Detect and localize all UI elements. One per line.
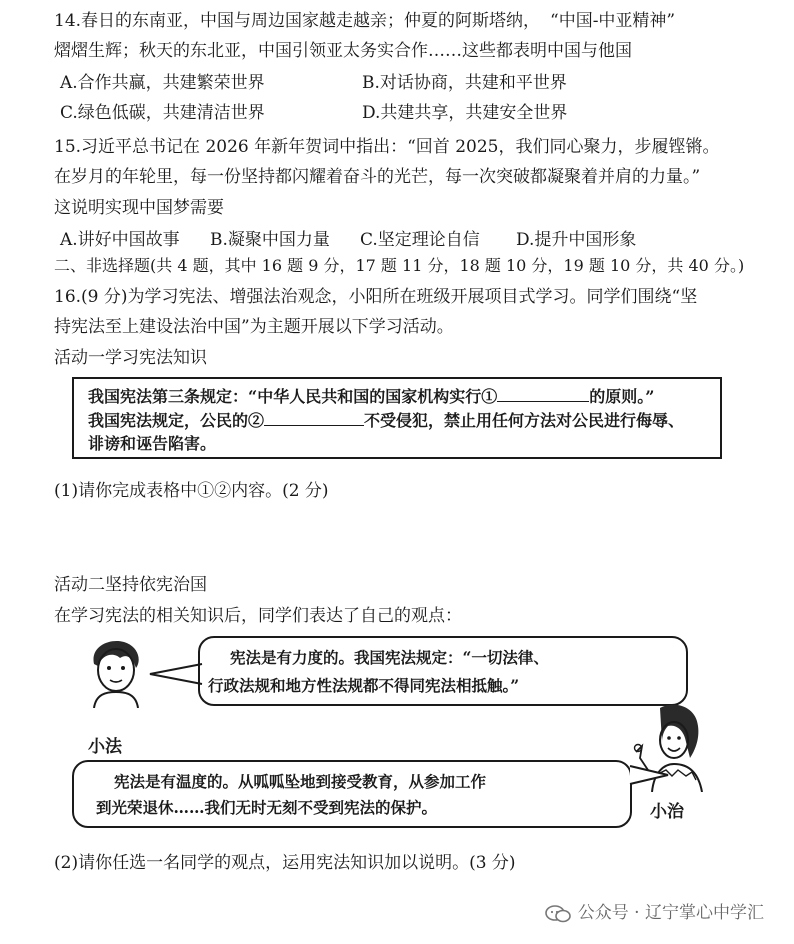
q14-option-b: B.对话协商，共建和平世界 — [362, 73, 567, 93]
q16-stem-line2: 持宪法至上建设法治中国”为主题开展以下学习活动。 — [54, 317, 454, 337]
constitution-knowledge-box — [72, 377, 722, 459]
q15-stem-line2: 在岁月的年轮里，每一份坚持都闪耀着奋斗的光芒，每一次突破都凝聚着并肩的力量。” — [54, 167, 701, 187]
q14-option-a: A.合作共赢，共建繁荣世界 — [60, 73, 265, 93]
q16-sub2: (2)请你任选一名同学的观点，运用宪法知识加以说明。(3 分) — [54, 853, 516, 873]
bubble1-line2: 行政法规和地方性法规都不得同宪法相抵触。” — [208, 676, 520, 695]
box-row2-text-b: 不受侵犯，禁止用任何方法对公民进行侮辱、 — [364, 411, 685, 430]
q16-sub1: (1)请你完成表格中①②内容。(2 分) — [54, 481, 329, 501]
wechat-icon — [544, 904, 572, 924]
q14-stem-line1: 14.春日的东南亚，中国与周边国家越走越亲；仲夏的阿斯塔纳， — [54, 11, 541, 31]
watermark-text: 公众号 · 辽宁掌心中学汇 — [577, 903, 764, 923]
q14-stem-line2: 熠熠生辉；秋天的东北亚，中国引领亚太务实合作……这些都表明中国与他国 — [54, 41, 632, 61]
blank-1[interactable] — [497, 385, 589, 402]
blank-2[interactable] — [264, 409, 364, 426]
box-row2 — [88, 409, 684, 432]
wechat-watermark — [544, 898, 764, 924]
q15-option-d: D.提升中国形象 — [516, 230, 637, 250]
q15-option-c: C.坚定理论自信 — [360, 230, 480, 250]
bubble2-tail — [628, 764, 670, 786]
name-xiaozhi: 小治 — [650, 802, 684, 822]
box-row2-text-a: 我国宪法规定，公民的② — [88, 411, 265, 430]
bubble-xiaozhi — [72, 760, 632, 828]
q15-option-b: B.凝聚中国力量 — [210, 230, 330, 250]
bubble-xiaofa — [198, 636, 688, 706]
box-row3: 诽谤和诬告陷害。 — [88, 434, 217, 453]
q15-stem-line3: 这说明实现中国梦需要 — [54, 198, 224, 218]
bubble1-tail — [148, 662, 204, 686]
q15-stem-line1: 15.习近平总书记在 2026 年新年贺词中指出：“回首 2025，我们同心聚力，步履铿锵。 — [54, 137, 720, 157]
box-row1-text-b: 的原则。” — [589, 387, 655, 406]
bubble2-line2: 到光荣退休……我们无时无刻不受到宪法的保护。 — [96, 798, 438, 817]
box-row1 — [88, 385, 654, 408]
activity1-title: 活动一学习宪法知识 — [54, 348, 207, 368]
bubble1-line1: 宪法是有力度的。我国宪法规定：“一切法律、 — [230, 648, 549, 667]
box-row1-text-a: 我国宪法第三条规定：“中华人民共和国的国家机构实行① — [88, 387, 498, 406]
activity2-title: 活动二坚持依宪治国 — [54, 575, 207, 595]
q14-quote: “中国-中亚精神” — [550, 11, 676, 31]
name-xiaofa: 小法 — [88, 737, 122, 757]
bubble2-line1: 宪法是有温度的。从呱呱坠地到接受教育，从参加工作 — [114, 772, 487, 791]
q16-stem-line1: 16.(9 分)为学习宪法、增强法治观念，小阳所在班级开展项目式学习。同学们围绕“坚 — [54, 287, 698, 307]
section2-heading: 二、非选择题(共 4 题，其中 16 题 9 分，17 题 11 分，18 题 10 分，19 题 10 分，共 40 分。) — [54, 256, 745, 275]
q14-option-c: C.绿色低碳，共建清洁世界 — [60, 103, 265, 123]
boy-portrait — [80, 636, 150, 708]
q15-option-a: A.讲好中国故事 — [60, 230, 180, 250]
activity2-intro: 在学习宪法的相关知识后，同学们表达了自己的观点： — [54, 606, 462, 626]
q14-option-d: D.共建共享，共建安全世界 — [362, 103, 568, 123]
